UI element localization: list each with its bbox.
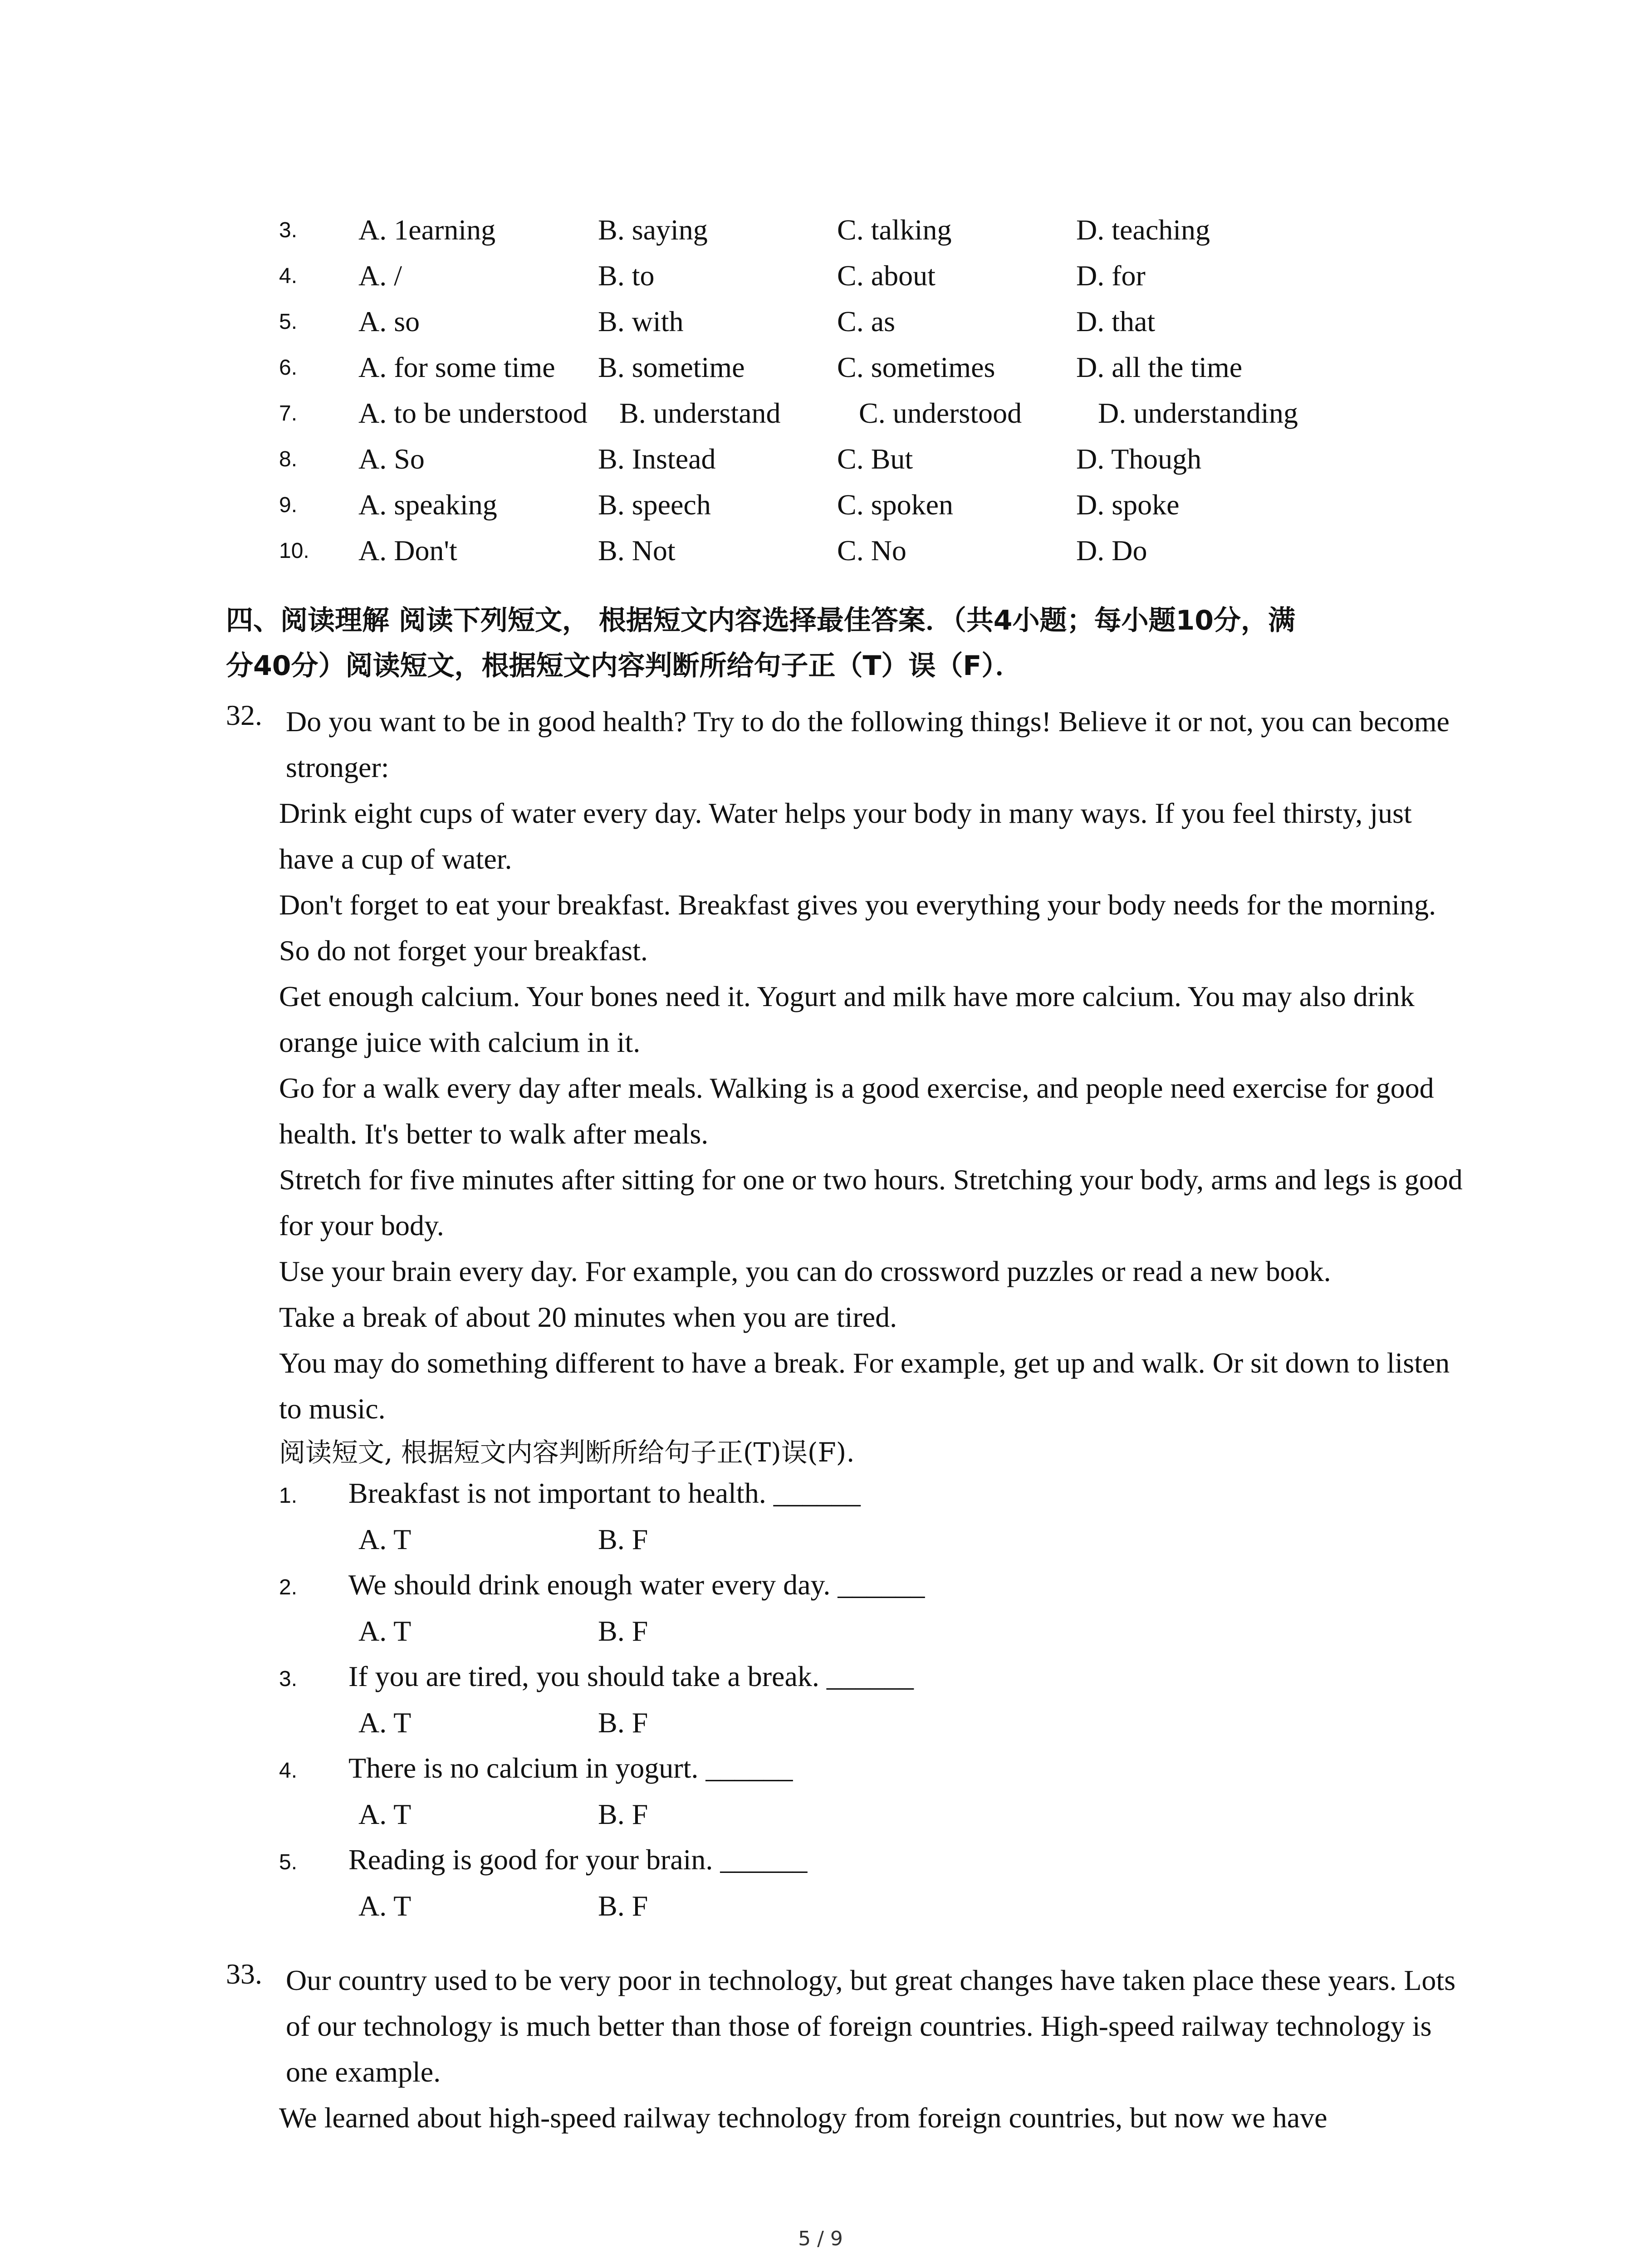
tf-question-number: 5. (279, 1850, 298, 1874)
option-d: D. Do (1076, 534, 1147, 567)
option-row-10 (0, 534, 1641, 579)
tf-question-number: 2. (279, 1575, 298, 1599)
option-c: C. But (837, 443, 913, 475)
option-b: B. Instead (598, 443, 716, 475)
tf-option-a: A. T (358, 1615, 411, 1647)
section-heading (226, 598, 1451, 689)
option-row-6 (0, 351, 1641, 396)
option-row-3 (0, 213, 1641, 259)
tf-question-number: 3. (279, 1667, 298, 1691)
option-d: D. teaching (1076, 214, 1210, 246)
tf-question-text: There is no calcium in yogurt. ______ (348, 1752, 793, 1784)
tf-option-b: B. F (598, 1706, 648, 1739)
option-a: A. 1earning (358, 214, 496, 246)
page-number: 5 / 9 (798, 2227, 843, 2250)
passage-paragraph: Do you want to be in good health? Try to do the following things! Believe it or not, you can become stronger: (286, 705, 1450, 783)
option-c: C. talking (837, 214, 952, 246)
option-b: B. understand (619, 397, 781, 429)
option-d: D. for (1076, 259, 1146, 292)
option-a: A. / (358, 259, 402, 292)
passage-32-number: 32. (226, 699, 262, 731)
passage-paragraph: Get enough calcium. Your bones need it. Yogurt and milk have more calcium. You may also drink orange juice with calcium in it. (279, 980, 1415, 1058)
tf-option-a: A. T (358, 1890, 411, 1922)
tf-question-text: Breakfast is not important to health. ______ (348, 1477, 861, 1509)
option-b: B. Not (598, 534, 676, 567)
passage-33-first (286, 1957, 1474, 2095)
question-number: 5. (279, 310, 298, 334)
section-heading-line1: 四、阅读理解 阅读下列短文， 根据短文内容选择最佳答案．（共4小题；每小题10分，满 (226, 605, 1296, 636)
option-d: D. spoke (1076, 489, 1180, 521)
question-number: 8. (279, 447, 298, 471)
option-c: C. sometimes (837, 351, 995, 383)
question-number: 6. (279, 356, 298, 380)
option-row-4 (0, 259, 1641, 304)
tf-option-b: B. F (598, 1798, 648, 1830)
question-number: 10. (279, 539, 309, 563)
passage-32-text (286, 699, 1474, 790)
passage-paragraph: We learned about high-speed railway technology from foreign countries, but now we have (279, 2102, 1327, 2134)
option-a: A. for some time (358, 351, 555, 383)
tf-question-text: If you are tired, you should take a break. ______ (348, 1660, 914, 1692)
tf-option-b: B. F (598, 1523, 648, 1555)
option-a: A. to be understood (358, 397, 588, 429)
tf-question-number: 4. (279, 1759, 298, 1783)
question-number: 7. (279, 401, 298, 425)
option-row-8 (0, 442, 1641, 488)
option-d: D. Though (1076, 443, 1202, 475)
option-b: B. saying (598, 214, 708, 246)
section-heading-line2: 分40分）阅读短文，根据短文内容判断所给句子正（T）误（F）． (226, 650, 1023, 682)
tf-option-a: A. T (358, 1706, 411, 1739)
question-number: 9. (279, 493, 298, 517)
tf-question-number: 1. (279, 1484, 298, 1508)
option-c: C. about (837, 259, 936, 292)
option-row-5 (0, 305, 1641, 350)
passage-paragraph: Don't forget to eat your breakfast. Breakfast gives you everything your body needs for the morning. So do not forget your breakfast. (279, 889, 1436, 967)
option-b: B. sometime (598, 351, 745, 383)
passage-33-number: 33. (226, 1958, 262, 1990)
passage-paragraph: Go for a walk every day after meals. Walking is a good exercise, and people need exercise for good health. It's better to walk after meals. (279, 1072, 1434, 1150)
tf-question-text: We should drink enough water every day. ______ (348, 1569, 925, 1601)
tf-option-b: B. F (598, 1615, 648, 1647)
passage-32-body (279, 790, 1468, 1432)
option-d: D. that (1076, 305, 1156, 337)
passage-paragraph: You may do something different to have a break. For example, get up and walk. Or sit down to listen to music. (279, 1347, 1450, 1425)
passage-paragraph: Stretch for five minutes after sitting for one or two hours. Stretching your body, arms and legs is good for your body. (279, 1163, 1463, 1242)
tf-instruction: 阅读短文, 根据短文内容判断所给句子正(T)误(F). (279, 1437, 855, 1468)
option-d: D. understanding (1098, 397, 1298, 429)
tf-question-text: Reading is good for your brain. ______ (348, 1843, 808, 1876)
passage-paragraph: Take a break of about 20 minutes when you are tired. (279, 1301, 897, 1333)
option-c: C. as (837, 305, 895, 337)
question-number: 4. (279, 264, 298, 288)
option-a: A. so (358, 305, 420, 337)
passage-paragraph: Use your brain every day. For example, you can do crossword puzzles or read a new book. (279, 1255, 1331, 1287)
option-c: C. spoken (837, 489, 953, 521)
tf-option-b: B. F (598, 1890, 648, 1922)
option-a: A. So (358, 443, 425, 475)
question-number: 3. (279, 218, 298, 242)
tf-option-a: A. T (358, 1798, 411, 1830)
option-d: D. all the time (1076, 351, 1243, 383)
option-a: A. speaking (358, 489, 497, 521)
option-b: B. speech (598, 489, 711, 521)
option-row-9 (0, 488, 1641, 533)
option-c: C. understood (859, 397, 1022, 429)
option-b: B. to (598, 259, 655, 292)
tf-option-a: A. T (358, 1523, 411, 1555)
option-c: C. No (837, 534, 906, 567)
passage-33-body (279, 2095, 1468, 2141)
option-a: A. Don't (358, 534, 457, 567)
passage-paragraph: Drink eight cups of water every day. Water helps your body in many ways. If you feel thirsty, just have a cup of water. (279, 797, 1412, 875)
option-row-7 (0, 396, 1641, 442)
option-b: B. with (598, 305, 684, 337)
passage-paragraph: Our country used to be very poor in technology, but great changes have taken place these years. Lots of our technology is much better than those of foreign countries. High-speed railway technology is one example. (286, 1964, 1456, 2088)
